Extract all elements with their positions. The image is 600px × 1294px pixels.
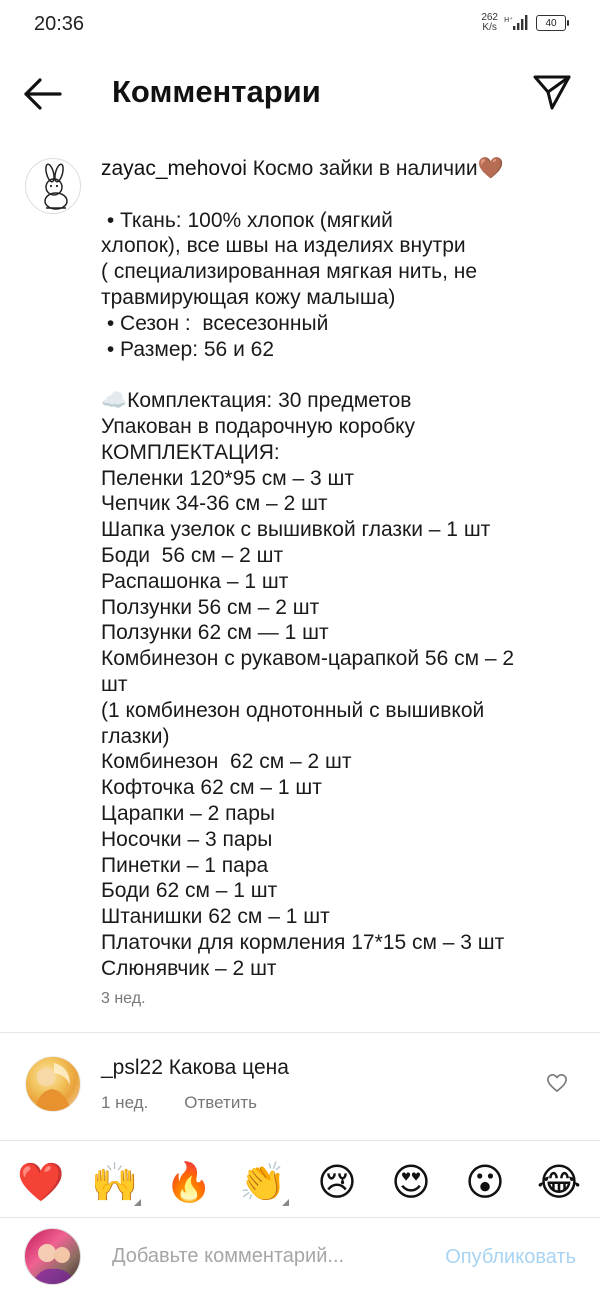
divider — [0, 1032, 600, 1033]
network-speed-unit: K/s — [482, 22, 497, 33]
post-line: (1 комбинезон однотонный с вышивкой — [101, 698, 485, 722]
signal-icon — [504, 14, 530, 32]
bunny-icon — [26, 159, 81, 214]
post-first-line-text: Космо зайки в наличии🤎 — [246, 157, 504, 180]
skin-tone-indicator — [282, 1199, 289, 1206]
post-line: шт — [101, 672, 128, 696]
emoji-raising-hands[interactable] — [89, 1156, 141, 1208]
network-speed — [481, 13, 498, 33]
commenter-avatar[interactable] — [25, 1056, 81, 1112]
emoji-fire[interactable]: 🔥 — [165, 1159, 213, 1204]
post-first-line — [101, 156, 571, 182]
comment-body: Какова цена — [162, 1056, 289, 1079]
emoji-clapping-hands-glyph: 👏 — [239, 1159, 287, 1204]
comment-username[interactable]: _psl22 — [101, 1056, 163, 1079]
comment-text — [101, 1056, 289, 1080]
like-heart-icon[interactable] — [546, 1073, 568, 1093]
post-line: Носочки – 3 пары — [101, 827, 273, 851]
post-line: ☁️Комплектация: 30 предметов — [101, 389, 412, 413]
post-line: Шапка узелок с вышивкой глазки – 1 шт — [101, 518, 491, 542]
post-body — [101, 156, 571, 982]
post-line: Платочки для кормления 17*15 см – 3 шт — [101, 930, 505, 954]
status-time: 20:36 — [34, 13, 85, 35]
post-line: Ползунки 62 см — 1 шт — [101, 621, 329, 645]
status-bar — [0, 0, 600, 48]
post-line: хлопок), все швы на изделиях внутри — [101, 234, 466, 258]
post-line: • Ткань: 100% хлопок (мягкий — [101, 208, 393, 232]
post-line: КОМПЛЕКТАЦИЯ: — [101, 440, 280, 464]
comment-input[interactable] — [112, 1240, 412, 1272]
emoji-clapping-hands[interactable] — [237, 1156, 289, 1208]
avatar[interactable] — [25, 158, 81, 214]
emoji-red-heart[interactable]: ❤️ — [17, 1159, 65, 1204]
post-timestamp: 3 нед. — [101, 990, 146, 1007]
emoji-surprised-face[interactable]: 😮 — [465, 1160, 505, 1204]
emoji-reaction-bar — [0, 1150, 600, 1214]
post-username[interactable]: zayac_mehovoi — [101, 157, 247, 180]
post-line: Распашонка – 1 шт — [101, 569, 289, 593]
back-arrow-icon[interactable] — [22, 76, 64, 112]
emoji-heart-eyes[interactable]: 😍 — [391, 1160, 431, 1204]
post-line: Боди 56 см – 2 шт — [101, 543, 284, 567]
header — [0, 54, 600, 134]
comment-composer — [0, 1218, 600, 1294]
status-indicators — [481, 13, 566, 33]
avatar-photo — [25, 1229, 81, 1285]
post-line: • Сезон : всесезонный — [101, 311, 329, 335]
publish-button[interactable]: Опубликовать — [445, 1246, 576, 1268]
battery-level: 40 — [545, 17, 557, 29]
post-line — [101, 362, 571, 388]
battery-icon — [536, 15, 566, 31]
reply-button[interactable]: Ответить — [184, 1093, 257, 1112]
post-line: Боди 62 см – 1 шт — [101, 879, 278, 903]
network-speed-value: 262 — [481, 12, 498, 23]
comment-item — [0, 1056, 600, 1126]
post-line: Пеленки 120*95 см – 3 шт — [101, 466, 355, 490]
comment-meta — [101, 1093, 257, 1113]
send-icon[interactable] — [532, 72, 572, 112]
post-line: Упакован в подарочную коробку — [101, 414, 416, 438]
post-line: травмирующая кожу малыша) — [101, 285, 396, 309]
divider — [0, 1140, 600, 1141]
post-line: Комбинезон 62 см – 2 шт — [101, 750, 352, 774]
post-line — [101, 182, 571, 208]
page-title: Комментарии — [112, 74, 321, 109]
post-line: глазки) — [101, 724, 170, 748]
skin-tone-indicator — [134, 1199, 141, 1206]
post-line: Штанишки 62 см – 1 шт — [101, 905, 330, 929]
post-line: Пинетки – 1 пара — [101, 853, 269, 877]
svg-text:H⁺: H⁺ — [504, 16, 513, 24]
post-lines — [101, 182, 571, 982]
post-line: Царапки – 2 пары — [101, 801, 276, 825]
my-avatar — [24, 1228, 81, 1285]
post-line: Слюнявчик – 2 шт — [101, 956, 277, 980]
post-line: ( специализированная мягкая нить, не — [101, 260, 478, 284]
post-line: Комбинезон с рукавом-царапкой 56 см – 2 — [101, 647, 515, 671]
post-line: Кофточка 62 см – 1 шт — [101, 776, 322, 800]
emoji-tears-of-joy[interactable]: 😂 — [536, 1160, 582, 1204]
post-line: • Размер: 56 и 62 — [101, 337, 274, 361]
post-line: Ползунки 56 см – 2 шт — [101, 595, 320, 619]
emoji-crying-face[interactable]: 😢 — [317, 1160, 357, 1204]
avatar-photo — [26, 1057, 81, 1112]
emoji-raising-hands-glyph: 🙌 — [91, 1159, 139, 1204]
comment-timestamp: 1 нед. — [101, 1093, 149, 1112]
post-line: Чепчик 34-36 см – 2 шт — [101, 492, 328, 516]
